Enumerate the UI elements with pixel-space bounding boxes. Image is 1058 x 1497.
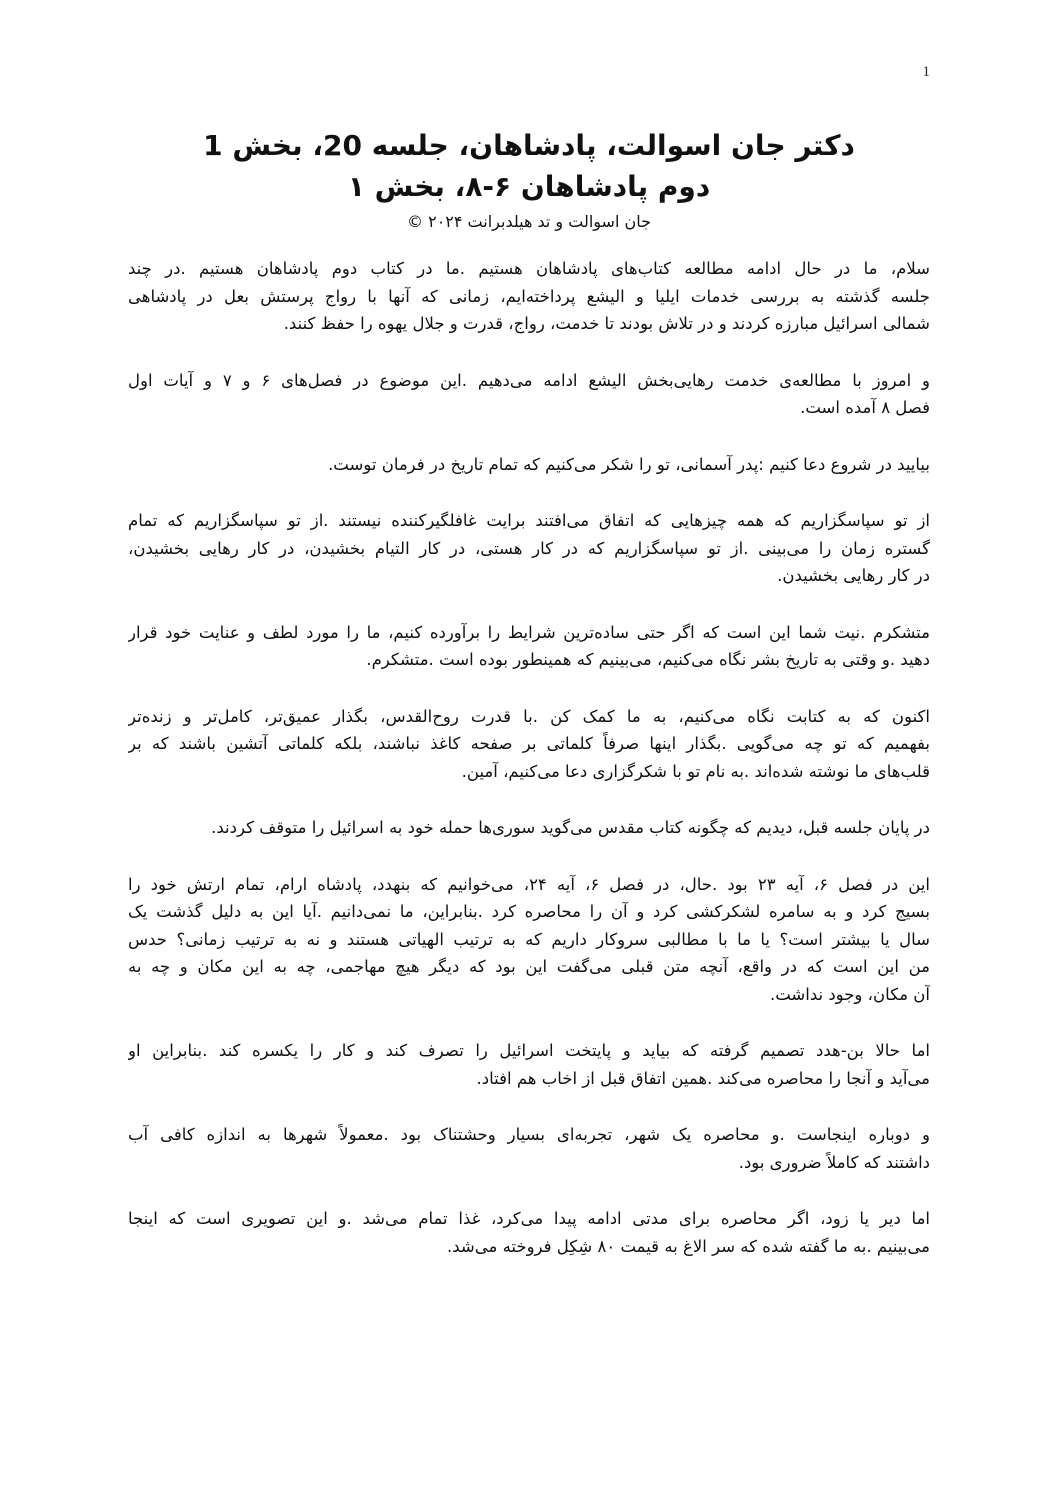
paragraph-line: آن مکان، وجود نداشت. (769, 984, 930, 1004)
paragraph-line: فصل ۸ آمده است. (800, 398, 930, 417)
paragraph (128, 1121, 930, 1176)
document-body (128, 255, 930, 1289)
paragraph-line: متشکرم .نیت شما این است که اگر حتی ساده‌ترین شرایط را برآورده کنیم، ما را مورد لطف و عنایت خود قرار (128, 622, 930, 642)
paragraph-line: اکنون که به کتابت نگاه می‌کنیم، به ما کمک کن .با قدرت روح‌القدس، بگذار عمیق‌تر، کامل‌تر و زنده‌تر (128, 706, 930, 726)
paragraph-line: اما دیر یا زود، اگر محاصره برای مدتی ادامه پیدا می‌کرد، غذا تمام می‌شد .و این تصویری است که اینجا (128, 1209, 930, 1228)
paragraph-line: می‌آید و آنجا را محاصره می‌کند .همین اتفاق قبل از اخاب هم افتاد. (476, 1068, 930, 1088)
paragraph-line: در پایان جلسه قبل، دیدیم که چگونه کتاب مقدس می‌گوید سوری‌ها حمله خود به اسرائیل را متوقف کردند. (211, 818, 930, 837)
paragraph-line: می‌بینیم .به ما گفته شده که سر الاغ به قیمت ۸۰ شِکِل فروخته می‌شد. (447, 1236, 930, 1256)
paragraph (128, 367, 930, 422)
paragraph-line: بسیج کرد و به سامره لشکرکشی کرد و آن را محاصره کرد .بنابراین، ما نمی‌دانیم .آیا این به دلیل گذشت یک (128, 902, 930, 921)
document-title-line-2: دوم پادشاهان ۶-۸، بخش ۱ (347, 170, 711, 203)
document-header (120, 125, 938, 235)
paragraph (128, 619, 930, 674)
paragraph-line: داشتند که کاملاً ضروری بود. (738, 1152, 930, 1172)
paragraph-line: سلام، ما در حال ادامه مطالعه کتاب‌های پادشاهان هستیم .ما در کتاب دوم پادشاهان هستیم .در چند (128, 259, 930, 278)
page-number: 1 (922, 64, 930, 80)
paragraph-line: گستره زمان را می‌بینی .از تو سپاسگزاریم که در کار هستی، در کار التیام بخشیدن، در کار رهایی بخشیدن، (128, 538, 930, 558)
paragraph-line: از تو سپاسگزاریم که همه چیزهایی که اتفاق می‌افتند برایت غافلگیرکننده نیستند .از تو سپاسگزاریم که تمام (128, 511, 930, 530)
paragraph-line: من این است که در واقع، آنچه متن قبلی می‌گفت این بود که دیگر هیچ مهاجمی، چه به این مکان و چه به (128, 957, 930, 976)
paragraph-line: بیایید در شروع دعا کنیم :پدر آسمانی، تو را شکر می‌کنیم که تمام تاریخ در فرمان توست. (328, 454, 930, 474)
paragraph (128, 451, 930, 479)
paragraph-line: جلسه گذشته به بررسی خدمات ایلیا و الیشع پرداخته‌ایم، زمانی که آنها با رواج پرستش بعل در پادشاهی (128, 286, 930, 306)
paragraph (128, 814, 930, 842)
document-title-line-1: دکتر جان اسوالت، پادشاهان، جلسه 20، بخش 1 (203, 129, 855, 162)
paragraph-line: دهید .و وقتی به تاریخ بشر نگاه می‌کنیم، می‌بینیم که همینطور بوده است .متشکرم. (366, 650, 930, 669)
paragraph (128, 1205, 930, 1260)
paragraph (128, 1037, 930, 1092)
paragraph-line: این در فصل ۶، آیه ۲۳ بود .حال، در فصل ۶، آیه ۲۴، می‌خوانیم که بنهدد، پادشاه ارام، تمام ارتش خود را (128, 874, 930, 894)
paragraph-line: قلب‌های ما نوشته شده‌اند .به نام تو با شکرگزاری دعا می‌کنیم، آمین. (461, 761, 930, 781)
paragraph (128, 871, 930, 1009)
paragraph-line: و دوباره اینجاست .و محاصره یک شهر، تجربه‌ای بسیار وحشتناک بود .معمولاً شهرها به اندازه کافی آب (128, 1125, 930, 1144)
paragraph-line: اما حالا بن-هدد تصمیم گرفته که بیاید و پایتخت اسرائیل را تصرف کند و کار را یکسره کند .بنابراین او (128, 1041, 930, 1060)
paragraph-line: سال یا بیشتر است؟ یا ما با مطالبی سروکار داریم که به ترتیب الهیاتی هستند و نه به ترتیب زمانی؟ حدس (128, 929, 930, 949)
copyright-notice: جان اسوالت و تد هیلدبرانت ۲۰۲۴ © (407, 212, 651, 231)
paragraph-line: و امروز با مطالعه‌ی خدمت رهایی‌بخش الیشع ادامه می‌دهیم .این موضوع در فصل‌های ۶ و ۷ و آیات اول (128, 370, 930, 390)
paragraph-line: بفهمیم که تو چه می‌گویی .بگذار اینها صرفاً کلماتی بر صفحه کاغذ نباشند، بلکه کلماتی آتشین باشند که بر (128, 734, 930, 753)
paragraph (128, 255, 930, 338)
paragraph-line: شمالی اسرائیل مبارزه کردند و در تلاش بودند تا خدمت، رواج، قدرت و جلال یهوه را حفظ کنند. (283, 314, 930, 333)
paragraph (128, 507, 930, 590)
paragraph (128, 703, 930, 786)
paragraph-line: در کار رهایی بخشیدن. (777, 566, 930, 585)
